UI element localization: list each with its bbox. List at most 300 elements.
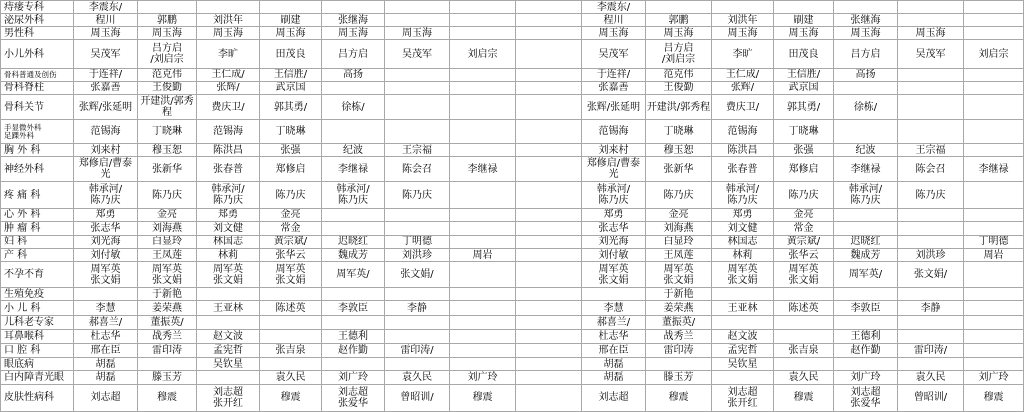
doctor-cell[interactable]: 丁晓琳 <box>646 120 712 144</box>
doctor-cell[interactable]: 邢在臣 <box>74 344 138 358</box>
doctor-cell[interactable] <box>898 94 964 119</box>
doctor-cell[interactable]: 张文娟/ <box>385 262 450 288</box>
doctor-cell[interactable]: 魏成芳 <box>834 249 898 262</box>
doctor-cell[interactable] <box>450 1 516 14</box>
doctor-cell[interactable]: 周军英 张文娟 <box>197 262 260 288</box>
doctor-cell[interactable]: 王德利 <box>834 329 898 343</box>
doctor-cell[interactable] <box>516 344 582 358</box>
doctor-cell[interactable] <box>385 94 450 119</box>
doctor-cell[interactable] <box>964 1 1024 14</box>
doctor-cell[interactable]: 张志华 <box>582 221 646 235</box>
doctor-cell[interactable] <box>385 221 450 235</box>
doctor-cell[interactable]: 张辉/ <box>197 81 260 94</box>
doctor-cell[interactable]: 袁久民 <box>774 371 834 384</box>
doctor-cell[interactable] <box>964 301 1024 315</box>
doctor-cell[interactable] <box>450 94 516 119</box>
doctor-cell[interactable]: 吕方启 /刘启宗 <box>646 40 712 68</box>
doctor-cell[interactable] <box>385 14 450 27</box>
doctor-cell[interactable] <box>450 329 516 343</box>
doctor-cell[interactable] <box>898 208 964 221</box>
department-cell[interactable]: 疼 痛 科 <box>1 182 74 208</box>
doctor-cell[interactable] <box>834 208 898 221</box>
doctor-cell[interactable]: 郭其勇/ <box>774 94 834 119</box>
doctor-cell[interactable]: 周军英 张文娟 <box>74 262 138 288</box>
doctor-cell[interactable]: 战秀兰 <box>646 329 712 343</box>
doctor-cell[interactable]: 丁明德 <box>964 235 1024 248</box>
doctor-cell[interactable] <box>898 235 964 248</box>
doctor-cell[interactable]: 陈乃庆 <box>138 182 197 208</box>
doctor-cell[interactable]: 程川 <box>74 14 138 27</box>
doctor-cell[interactable]: 陈乃庆 <box>898 182 964 208</box>
doctor-cell[interactable] <box>964 329 1024 343</box>
doctor-cell[interactable]: 刘广玲 <box>322 371 385 384</box>
doctor-cell[interactable]: 滕玉芳 <box>646 371 712 384</box>
doctor-cell[interactable]: 刘洪年 <box>712 14 774 27</box>
doctor-cell[interactable]: 赵文波 <box>197 329 260 343</box>
doctor-cell[interactable] <box>450 27 516 40</box>
doctor-cell[interactable] <box>834 358 898 371</box>
doctor-cell[interactable]: 于新艳 <box>646 288 712 301</box>
doctor-cell[interactable] <box>516 27 582 40</box>
doctor-cell[interactable] <box>322 221 385 235</box>
doctor-cell[interactable]: 郝喜兰/ <box>582 315 646 329</box>
doctor-cell[interactable]: 费庆卫/ <box>712 94 774 119</box>
doctor-cell[interactable] <box>516 221 582 235</box>
doctor-cell[interactable]: 刘海燕 <box>138 221 197 235</box>
doctor-cell[interactable]: 刘文健 <box>197 221 260 235</box>
doctor-cell[interactable]: 张继海 <box>322 14 385 27</box>
doctor-cell[interactable]: 常金 <box>774 221 834 235</box>
doctor-cell[interactable]: 周军英 张文娟 <box>774 262 834 288</box>
doctor-cell[interactable] <box>774 329 834 343</box>
doctor-cell[interactable] <box>774 358 834 371</box>
doctor-cell[interactable] <box>322 208 385 221</box>
doctor-cell[interactable]: 周玉海 <box>774 27 834 40</box>
doctor-cell[interactable]: 郑勇 <box>74 208 138 221</box>
doctor-cell[interactable] <box>516 371 582 384</box>
doctor-cell[interactable]: 郭鹏 <box>646 14 712 27</box>
doctor-cell[interactable] <box>774 315 834 329</box>
doctor-cell[interactable]: 魏成芳 <box>322 249 385 262</box>
doctor-cell[interactable] <box>646 358 712 371</box>
doctor-cell[interactable]: 徐栋/ <box>834 94 898 119</box>
department-cell[interactable]: 口 腔 科 <box>1 344 74 358</box>
department-cell[interactable]: 痔瘘专科 <box>1 1 74 14</box>
doctor-cell[interactable]: 田茂良 <box>774 40 834 68</box>
doctor-cell[interactable]: 韩承河/ 陈乃庆 <box>197 182 260 208</box>
doctor-cell[interactable] <box>516 120 582 144</box>
doctor-cell[interactable] <box>385 208 450 221</box>
doctor-cell[interactable]: 费庆卫/ <box>197 94 260 119</box>
doctor-cell[interactable]: 吴茂军 <box>898 40 964 68</box>
doctor-cell[interactable]: 周军英 张文娟 <box>138 262 197 288</box>
doctor-cell[interactable]: 陈洪昌 <box>197 144 260 157</box>
doctor-cell[interactable] <box>516 81 582 94</box>
doctor-cell[interactable]: 郭鹏 <box>138 14 197 27</box>
doctor-cell[interactable]: 林莉 <box>197 249 260 262</box>
doctor-cell[interactable] <box>964 262 1024 288</box>
doctor-cell[interactable] <box>964 344 1024 358</box>
doctor-cell[interactable]: 纪波 <box>322 144 385 157</box>
department-cell[interactable]: 心 外 科 <box>1 208 74 221</box>
doctor-cell[interactable]: 郑修启 <box>774 157 834 182</box>
doctor-cell[interactable] <box>834 81 898 94</box>
doctor-cell[interactable]: 张新华 <box>646 157 712 182</box>
doctor-cell[interactable] <box>450 288 516 301</box>
doctor-cell[interactable]: 周玉海 <box>646 27 712 40</box>
doctor-cell[interactable]: 周军英/ <box>322 262 385 288</box>
doctor-cell[interactable]: 周岩 <box>964 249 1024 262</box>
doctor-cell[interactable]: 刘广玲 <box>450 371 516 384</box>
doctor-cell[interactable] <box>322 1 385 14</box>
department-cell[interactable]: 不孕不育 <box>1 262 74 288</box>
doctor-cell[interactable]: 郑修启/曹泰光 <box>582 157 646 182</box>
doctor-cell[interactable] <box>898 14 964 27</box>
doctor-cell[interactable]: 白显玲 <box>138 235 197 248</box>
doctor-cell[interactable]: 陈会召 <box>385 157 450 182</box>
doctor-cell[interactable] <box>964 120 1024 144</box>
doctor-cell[interactable] <box>450 68 516 81</box>
doctor-cell[interactable] <box>516 14 582 27</box>
department-cell[interactable]: 儿科老专家 <box>1 315 74 329</box>
doctor-cell[interactable] <box>516 262 582 288</box>
doctor-cell[interactable] <box>834 221 898 235</box>
doctor-cell[interactable]: 刷建 <box>774 14 834 27</box>
doctor-cell[interactable]: 胡磊 <box>582 358 646 371</box>
doctor-cell[interactable] <box>582 288 646 301</box>
doctor-cell[interactable]: 于连祥/ <box>582 68 646 81</box>
doctor-cell[interactable]: 杜志华 <box>582 329 646 343</box>
doctor-cell[interactable]: 周玉海 <box>582 27 646 40</box>
doctor-cell[interactable]: 周玉海 <box>898 27 964 40</box>
doctor-cell[interactable] <box>712 371 774 384</box>
doctor-cell[interactable]: 黄宗斌/ <box>774 235 834 248</box>
doctor-cell[interactable]: 林莉 <box>712 249 774 262</box>
doctor-cell[interactable]: 张志华 <box>74 221 138 235</box>
doctor-cell[interactable]: 张辉/张延明 <box>74 94 138 119</box>
doctor-cell[interactable]: 刘光海 <box>74 235 138 248</box>
doctor-cell[interactable] <box>516 1 582 14</box>
doctor-cell[interactable] <box>712 288 774 301</box>
doctor-cell[interactable]: 刘付敏 <box>74 249 138 262</box>
doctor-cell[interactable]: 金亮 <box>774 208 834 221</box>
doctor-cell[interactable]: 林国志 <box>712 235 774 248</box>
doctor-cell[interactable]: 刘广玲 <box>964 371 1024 384</box>
doctor-cell[interactable]: 李继禄 <box>450 157 516 182</box>
doctor-cell[interactable]: 郑修启/曹泰光 <box>74 157 138 182</box>
doctor-cell[interactable]: 张嘉善 <box>74 81 138 94</box>
doctor-cell[interactable]: 张强 <box>774 144 834 157</box>
doctor-cell[interactable] <box>516 358 582 371</box>
doctor-cell[interactable]: 穆震 <box>646 384 712 412</box>
doctor-cell[interactable]: 刘志超 张爱华 <box>322 384 385 412</box>
doctor-cell[interactable] <box>964 288 1024 301</box>
doctor-cell[interactable] <box>322 120 385 144</box>
doctor-cell[interactable]: 王信胜/ <box>260 68 322 81</box>
doctor-cell[interactable]: 刘启宗 <box>450 40 516 68</box>
doctor-cell[interactable] <box>450 208 516 221</box>
department-cell[interactable]: 肿 瘤 科 <box>1 221 74 235</box>
doctor-cell[interactable]: 周军英 张文娟 <box>582 262 646 288</box>
doctor-cell[interactable] <box>898 315 964 329</box>
doctor-cell[interactable]: 纪波 <box>834 144 898 157</box>
doctor-cell[interactable]: 杜志华 <box>74 329 138 343</box>
department-cell[interactable]: 耳鼻喉科 <box>1 329 74 343</box>
doctor-cell[interactable]: 张吉泉 <box>260 344 322 358</box>
doctor-cell[interactable]: 高扬 <box>322 68 385 81</box>
doctor-cell[interactable]: 周玉海 <box>322 27 385 40</box>
doctor-cell[interactable]: 吴钦星 <box>197 358 260 371</box>
doctor-cell[interactable]: 吴茂军 <box>582 40 646 68</box>
department-cell[interactable]: 神经外科 <box>1 157 74 182</box>
department-cell[interactable]: 产 科 <box>1 249 74 262</box>
doctor-cell[interactable]: 穆震 <box>964 384 1024 412</box>
doctor-cell[interactable]: 王亚林 <box>712 301 774 315</box>
doctor-cell[interactable]: 周玉海 <box>74 27 138 40</box>
doctor-cell[interactable] <box>197 371 260 384</box>
doctor-cell[interactable] <box>138 358 197 371</box>
doctor-cell[interactable] <box>774 1 834 14</box>
doctor-cell[interactable]: 于新艳 <box>138 288 197 301</box>
department-cell[interactable]: 男性科 <box>1 27 74 40</box>
doctor-cell[interactable] <box>197 288 260 301</box>
doctor-cell[interactable] <box>450 221 516 235</box>
doctor-cell[interactable]: 吕方启 /刘启宗 <box>138 40 197 68</box>
doctor-cell[interactable]: 陈乃庆 <box>260 182 322 208</box>
doctor-cell[interactable] <box>450 262 516 288</box>
department-cell[interactable]: 小 儿 科 <box>1 301 74 315</box>
department-cell[interactable]: 泌尿外科 <box>1 14 74 27</box>
doctor-cell[interactable]: 白显玲 <box>646 235 712 248</box>
doctor-cell[interactable]: 刘洪珍 <box>385 249 450 262</box>
doctor-cell[interactable]: 李旷 <box>712 40 774 68</box>
doctor-cell[interactable] <box>385 315 450 329</box>
doctor-cell[interactable]: 刘志超 张开红 <box>197 384 260 412</box>
doctor-cell[interactable] <box>964 221 1024 235</box>
doctor-cell[interactable]: 金亮 <box>646 208 712 221</box>
doctor-cell[interactable] <box>712 1 774 14</box>
doctor-cell[interactable]: 周玉海 <box>834 27 898 40</box>
department-cell[interactable]: 白内障青光眼 <box>1 371 74 384</box>
doctor-cell[interactable] <box>385 120 450 144</box>
doctor-cell[interactable]: 李慧 <box>582 301 646 315</box>
doctor-cell[interactable]: 李继禄 <box>834 157 898 182</box>
doctor-cell[interactable] <box>74 288 138 301</box>
doctor-cell[interactable]: 刘文健 <box>712 221 774 235</box>
doctor-cell[interactable]: 金亮 <box>138 208 197 221</box>
doctor-cell[interactable]: 雷印涛/ <box>385 344 450 358</box>
doctor-cell[interactable]: 赵作勤 <box>322 344 385 358</box>
doctor-cell[interactable]: 张华云 <box>774 249 834 262</box>
doctor-cell[interactable]: 王凤莲 <box>646 249 712 262</box>
doctor-cell[interactable]: 刘广玲 <box>834 371 898 384</box>
doctor-cell[interactable]: 郝喜兰/ <box>74 315 138 329</box>
doctor-cell[interactable] <box>322 315 385 329</box>
doctor-cell[interactable]: 邢在臣 <box>582 344 646 358</box>
doctor-cell[interactable]: 韩承河/ 陈乃庆 <box>834 182 898 208</box>
doctor-cell[interactable]: 刘志超 <box>74 384 138 412</box>
doctor-cell[interactable] <box>898 329 964 343</box>
doctor-cell[interactable]: 张强 <box>260 144 322 157</box>
doctor-cell[interactable]: 陈述英 <box>774 301 834 315</box>
doctor-cell[interactable]: 迟晓红 <box>834 235 898 248</box>
doctor-cell[interactable]: 范锡海 <box>74 120 138 144</box>
doctor-cell[interactable] <box>516 144 582 157</box>
doctor-cell[interactable]: 王仁成/ <box>197 68 260 81</box>
doctor-cell[interactable]: 刘洪年 <box>197 14 260 27</box>
doctor-cell[interactable]: 刘志超 张爱华 <box>834 384 898 412</box>
doctor-cell[interactable] <box>322 288 385 301</box>
doctor-cell[interactable] <box>964 94 1024 119</box>
doctor-cell[interactable] <box>834 288 898 301</box>
doctor-cell[interactable]: 韩承河/ 陈乃庆 <box>712 182 774 208</box>
doctor-cell[interactable] <box>197 1 260 14</box>
doctor-cell[interactable] <box>516 40 582 68</box>
doctor-cell[interactable]: 吕方启 <box>322 40 385 68</box>
doctor-cell[interactable]: 王亚林 <box>197 301 260 315</box>
doctor-cell[interactable] <box>898 81 964 94</box>
doctor-cell[interactable]: 韩承河/ 陈乃庆 <box>582 182 646 208</box>
doctor-cell[interactable]: 周军英 张文娟 <box>646 262 712 288</box>
doctor-cell[interactable]: 陈述英 <box>260 301 322 315</box>
doctor-cell[interactable] <box>516 384 582 412</box>
doctor-cell[interactable]: 张继海 <box>834 14 898 27</box>
doctor-cell[interactable] <box>516 68 582 81</box>
doctor-cell[interactable] <box>516 182 582 208</box>
doctor-cell[interactable]: 李敦臣 <box>322 301 385 315</box>
doctor-cell[interactable]: 刘来村 <box>74 144 138 157</box>
doctor-cell[interactable] <box>898 288 964 301</box>
doctor-cell[interactable] <box>834 120 898 144</box>
doctor-cell[interactable]: 胡磊 <box>582 371 646 384</box>
doctor-cell[interactable]: 程川 <box>582 14 646 27</box>
doctor-cell[interactable]: 刘来村 <box>582 144 646 157</box>
doctor-cell[interactable]: 金亮 <box>260 208 322 221</box>
doctor-cell[interactable] <box>964 27 1024 40</box>
doctor-cell[interactable]: 丁晓琳 <box>774 120 834 144</box>
doctor-cell[interactable] <box>385 81 450 94</box>
department-cell[interactable]: 骨科关节 <box>1 94 74 119</box>
doctor-cell[interactable]: 赵文波 <box>712 329 774 343</box>
doctor-cell[interactable] <box>516 315 582 329</box>
doctor-cell[interactable]: 张春普 <box>712 157 774 182</box>
doctor-cell[interactable] <box>516 94 582 119</box>
department-cell[interactable]: 妇 科 <box>1 235 74 248</box>
doctor-cell[interactable] <box>898 120 964 144</box>
department-cell[interactable]: 手显微外科 足踝外科 <box>1 120 74 144</box>
doctor-cell[interactable]: 开建洪/郭秀程 <box>138 94 197 119</box>
doctor-cell[interactable]: 周玉海 <box>260 27 322 40</box>
doctor-cell[interactable] <box>516 157 582 182</box>
doctor-cell[interactable] <box>898 1 964 14</box>
doctor-cell[interactable]: 李慧 <box>74 301 138 315</box>
doctor-cell[interactable] <box>516 235 582 248</box>
doctor-cell[interactable]: 王德利 <box>322 329 385 343</box>
doctor-cell[interactable]: 胡磊 <box>74 371 138 384</box>
doctor-cell[interactable]: 穆震 <box>260 384 322 412</box>
doctor-cell[interactable] <box>385 68 450 81</box>
doctor-cell[interactable]: 赵作勤 <box>834 344 898 358</box>
doctor-cell[interactable] <box>322 81 385 94</box>
doctor-cell[interactable]: 董振英/ <box>138 315 197 329</box>
doctor-cell[interactable]: 孟宪哲 <box>197 344 260 358</box>
doctor-cell[interactable] <box>450 315 516 329</box>
doctor-cell[interactable]: 曾昭训/ <box>385 384 450 412</box>
doctor-cell[interactable]: 周军英/ <box>834 262 898 288</box>
doctor-cell[interactable]: 周玉海 <box>197 27 260 40</box>
doctor-cell[interactable] <box>450 301 516 315</box>
doctor-cell[interactable]: 陈会召 <box>898 157 964 182</box>
doctor-cell[interactable]: 范克伟 <box>646 68 712 81</box>
doctor-cell[interactable]: 李静 <box>898 301 964 315</box>
department-cell[interactable]: 骨科脊柱 <box>1 81 74 94</box>
doctor-cell[interactable]: 李继禄 <box>322 157 385 182</box>
doctor-cell[interactable]: 李继禄 <box>964 157 1024 182</box>
doctor-cell[interactable] <box>516 329 582 343</box>
doctor-cell[interactable]: 战秀兰 <box>138 329 197 343</box>
doctor-cell[interactable]: 吕方启 <box>834 40 898 68</box>
doctor-cell[interactable]: 刘洪珍 <box>898 249 964 262</box>
doctor-cell[interactable] <box>964 144 1024 157</box>
doctor-cell[interactable]: 刘志超 张开红 <box>712 384 774 412</box>
doctor-cell[interactable] <box>774 288 834 301</box>
doctor-cell[interactable]: 李敦臣 <box>834 301 898 315</box>
doctor-cell[interactable]: 郑勇 <box>197 208 260 221</box>
doctor-cell[interactable] <box>450 358 516 371</box>
doctor-cell[interactable] <box>712 315 774 329</box>
doctor-cell[interactable]: 武京国 <box>774 81 834 94</box>
doctor-cell[interactable]: 于连祥/ <box>74 68 138 81</box>
department-cell[interactable]: 胸 外 科 <box>1 144 74 157</box>
doctor-cell[interactable] <box>516 288 582 301</box>
doctor-cell[interactable]: 吴茂军 <box>74 40 138 68</box>
doctor-cell[interactable] <box>964 68 1024 81</box>
doctor-cell[interactable]: 周玉海 <box>385 27 450 40</box>
doctor-cell[interactable]: 韩承河/ 陈乃庆 <box>74 182 138 208</box>
doctor-cell[interactable]: 穆玉恕 <box>138 144 197 157</box>
doctor-cell[interactable]: 李震东/ <box>582 1 646 14</box>
doctor-cell[interactable] <box>450 81 516 94</box>
doctor-cell[interactable]: 林国志 <box>197 235 260 248</box>
doctor-cell[interactable]: 穆震 <box>138 384 197 412</box>
doctor-cell[interactable]: 姜荣燕 <box>646 301 712 315</box>
doctor-cell[interactable]: 郑勇 <box>582 208 646 221</box>
doctor-cell[interactable] <box>450 235 516 248</box>
doctor-cell[interactable]: 范克伟 <box>138 68 197 81</box>
doctor-cell[interactable] <box>138 1 197 14</box>
doctor-cell[interactable]: 张吉泉 <box>774 344 834 358</box>
doctor-cell[interactable] <box>898 68 964 81</box>
doctor-cell[interactable] <box>450 344 516 358</box>
doctor-cell[interactable]: 迟晓红 <box>322 235 385 248</box>
doctor-cell[interactable]: 郭其勇/ <box>260 94 322 119</box>
doctor-cell[interactable]: 周军英 张文娟 <box>712 262 774 288</box>
doctor-cell[interactable] <box>385 1 450 14</box>
doctor-cell[interactable]: 李静 <box>385 301 450 315</box>
doctor-cell[interactable]: 范锡海 <box>197 120 260 144</box>
doctor-cell[interactable] <box>964 182 1024 208</box>
doctor-cell[interactable]: 郑勇 <box>712 208 774 221</box>
doctor-cell[interactable]: 陈洪昌 <box>712 144 774 157</box>
doctor-cell[interactable] <box>197 315 260 329</box>
doctor-cell[interactable] <box>898 221 964 235</box>
doctor-cell[interactable]: 胡磊 <box>74 358 138 371</box>
doctor-cell[interactable]: 王信胜/ <box>774 68 834 81</box>
department-cell[interactable]: 皮肤性病科 <box>1 384 74 412</box>
doctor-cell[interactable]: 范锡海 <box>582 120 646 144</box>
doctor-cell[interactable]: 张春普 <box>197 157 260 182</box>
doctor-cell[interactable] <box>516 301 582 315</box>
